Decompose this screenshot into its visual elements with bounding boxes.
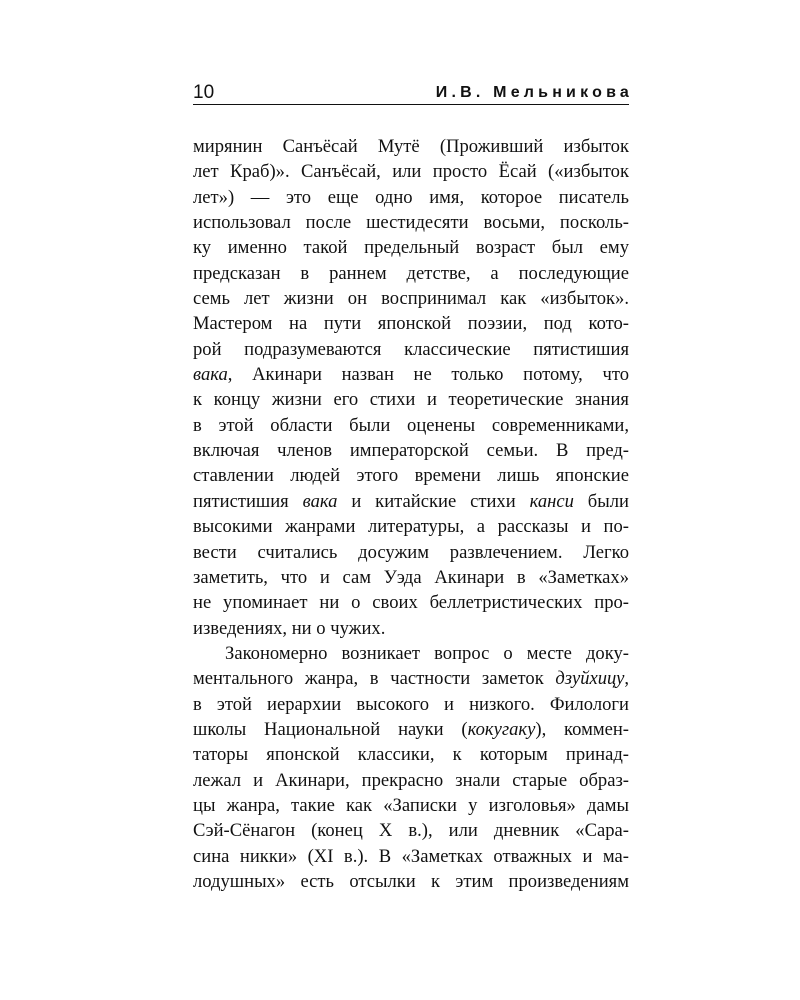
text-segment: были [573, 490, 629, 512]
text-segment: цы жанра, такие как «Записки у изголовья» дамы [193, 794, 629, 816]
text-segment: высокими жанрами литературы, а рассказы и по- [193, 516, 629, 538]
text-segment: Сэй-Сёнагон (конец X в.), или дневник «Сара- [193, 820, 629, 842]
text-line [193, 818, 629, 843]
text-segment: к концу жизни его стихи и теоретические знания [193, 389, 629, 411]
body-text [193, 134, 629, 894]
paragraph-first-line [193, 641, 629, 666]
text-segment: не упоминает ни о своих беллетристических про- [193, 592, 629, 614]
italic-term: вака [302, 490, 338, 512]
text-segment: в этой области были оценены современниками, [193, 414, 629, 436]
text-segment: изведениях, ни о чужих. [193, 617, 386, 639]
text-segment: использовал после шестидесяти восьми, посколь- [193, 212, 629, 234]
text-segment: лодушных» есть отсылки к этим произведениям [193, 870, 629, 892]
text-segment: предсказан в раннем детстве, а последующие [193, 262, 629, 284]
text-line [193, 540, 629, 565]
italic-term: вака [193, 364, 228, 386]
text-segment: рой подразумеваются классические пятистишия [193, 338, 629, 360]
text-segment: в этой иерархии высокого и низкого. Филологи [193, 693, 629, 715]
text-line [193, 185, 629, 210]
text-line [193, 413, 629, 438]
text-segment: лет Краб)». Санъёсай, или просто Ёсай («избыток [193, 161, 629, 183]
text-segment: вести считались досужим развлечением. Легко [193, 541, 629, 563]
text-line [193, 311, 629, 336]
text-line [193, 514, 629, 539]
text-segment: , Акинари назван не только потому, что [227, 364, 629, 386]
running-header [193, 80, 633, 106]
text-line [193, 235, 629, 260]
text-segment: , [624, 668, 629, 690]
text-line [193, 717, 629, 742]
text-segment: лежал и Акинари, прекрасно знали старые образ- [193, 769, 629, 791]
running-head-author: И.В. Мельникова [435, 84, 633, 101]
text-segment: лет») — это еще одно имя, которое писатель [193, 186, 629, 208]
text-segment: пятистишия [193, 490, 303, 512]
italic-term: канси [529, 490, 574, 512]
text-line [193, 261, 629, 286]
text-line [193, 134, 629, 159]
text-segment: ставлении людей этого времени лишь японские [193, 465, 629, 487]
italic-term: кокугаку [467, 718, 536, 740]
text-segment: Закономерно возникает вопрос о месте доку- [225, 642, 629, 664]
text-line [193, 869, 629, 894]
text-segment: школы Национальной науки ( [193, 718, 468, 740]
text-line [193, 616, 629, 641]
text-line [193, 362, 629, 387]
text-segment: семь лет жизни он воспринимал как «избыток». [193, 288, 629, 310]
text-line [193, 768, 629, 793]
text-line [193, 159, 629, 184]
text-segment: Мастером на пути японской поэзии, под кото- [193, 313, 629, 335]
text-segment: ментального жанра, в частности заметок [193, 668, 556, 690]
text-segment: ку именно такой предельный возраст был ему [193, 237, 629, 259]
text-line [193, 742, 629, 767]
text-line [193, 692, 629, 717]
text-line [193, 489, 629, 514]
text-segment: мирянин Санъёсай Мутё (Проживший избыток [193, 136, 629, 157]
text-line [193, 844, 629, 869]
text-segment: заметить, что и сам Уэда Акинари в «Заметках» [193, 566, 629, 588]
text-segment: и китайские стихи [337, 490, 530, 512]
text-line [193, 286, 629, 311]
italic-term: дзуйхицу [555, 668, 625, 690]
text-segment: сина никки» (XI в.). В «Заметках отважных и ма- [193, 845, 629, 867]
header-rule [193, 104, 629, 105]
text-segment: включая членов императорской семьи. В пред- [193, 440, 629, 462]
text-line [193, 337, 629, 362]
text-line [193, 438, 629, 463]
text-segment: ), коммен- [535, 718, 629, 740]
text-line [193, 210, 629, 235]
page-number: 10 [193, 82, 215, 103]
text-line [193, 793, 629, 818]
text-line [193, 590, 629, 615]
text-line [193, 463, 629, 488]
text-line [193, 387, 629, 412]
text-segment: таторы японской классики, к которым принад- [193, 744, 629, 766]
text-line [193, 666, 629, 691]
text-line [193, 565, 629, 590]
